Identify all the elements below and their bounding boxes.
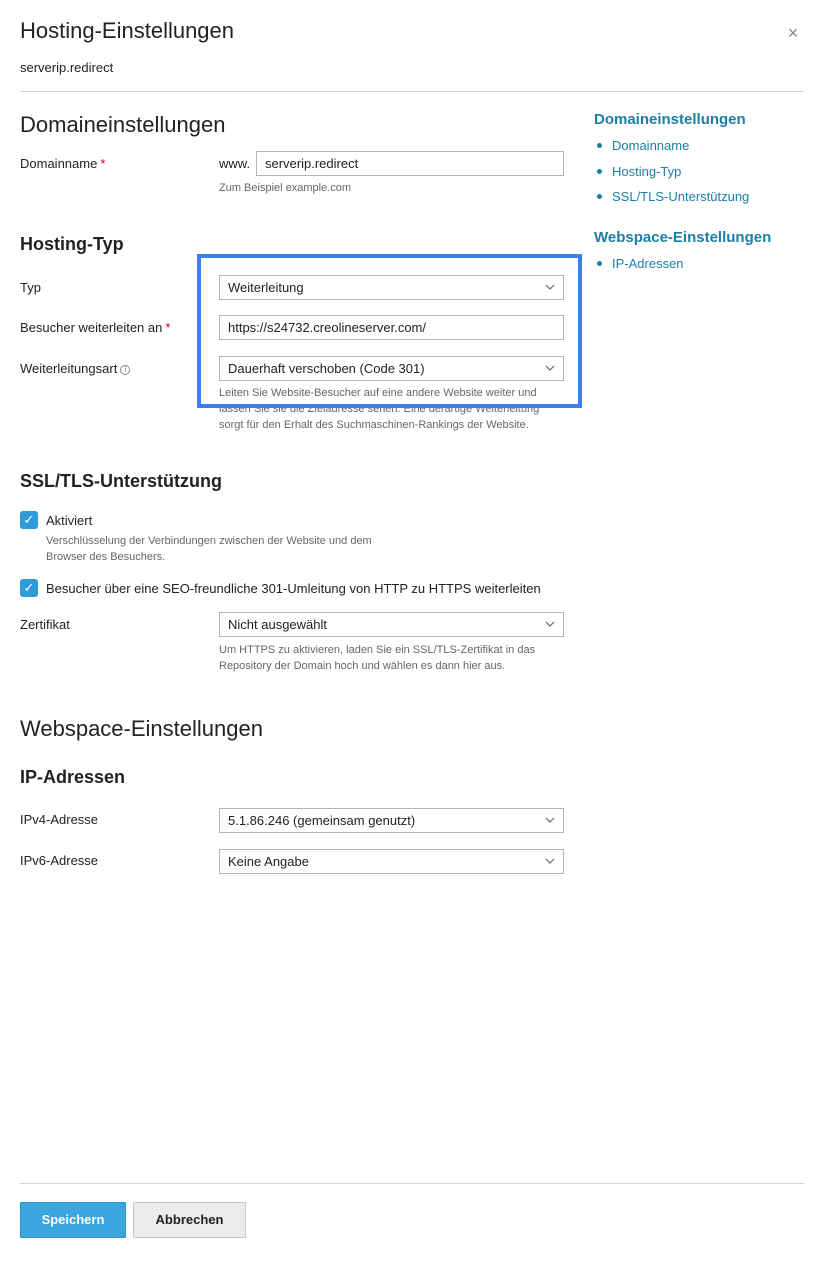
domain-name-label bbox=[20, 156, 105, 171]
sidebar-link-ip-addresses[interactable] bbox=[597, 256, 684, 271]
ip-addresses-heading: IP-Adressen bbox=[20, 767, 126, 787]
redirect-target-label-text: Besucher weiterleiten an bbox=[20, 320, 163, 335]
sidebar-link-ssl[interactable] bbox=[597, 189, 749, 204]
bullet-icon bbox=[597, 194, 602, 199]
sidebar-link-domain-name[interactable] bbox=[597, 138, 689, 153]
ssl-enabled-hint bbox=[46, 533, 372, 565]
save-button[interactable]: Speichern bbox=[20, 1202, 126, 1238]
sidebar-heading-domain[interactable]: Domaineinstellungen bbox=[594, 111, 746, 128]
domain-name-hint: Zum Beispiel example.com bbox=[219, 182, 352, 194]
close-icon[interactable]: × bbox=[787, 23, 799, 43]
hint-line: Repository der Domain hoch und wählen es dann hier aus. bbox=[219, 660, 506, 672]
seo-redirect-checkbox[interactable] bbox=[20, 579, 38, 597]
ipv6-value: Keine Angabe bbox=[228, 854, 309, 869]
chevron-down-icon bbox=[545, 809, 555, 832]
domain-name-label-text: Domainname bbox=[20, 156, 98, 171]
highlight-box bbox=[197, 254, 582, 408]
hint-line: sorgt für den Erhalt des Suchmaschinen-Rankings der Website. bbox=[219, 419, 529, 431]
bullet-icon bbox=[597, 143, 602, 148]
chevron-down-icon bbox=[545, 850, 555, 873]
ssl-enabled-checkbox[interactable] bbox=[20, 511, 38, 529]
redirect-target-label bbox=[20, 320, 170, 335]
domain-settings-heading: Domaineinstellungen bbox=[20, 112, 226, 137]
hint-line: Leiten Sie Website-Besucher auf eine andere Website weiter und bbox=[219, 387, 537, 399]
domain-name-input[interactable] bbox=[256, 151, 564, 176]
www-prefix: www. bbox=[219, 156, 251, 171]
webspace-settings-heading: Webspace-Einstellungen bbox=[20, 716, 263, 741]
dialog-subtitle: serverip.redirect bbox=[20, 60, 114, 75]
required-mark: * bbox=[165, 320, 171, 335]
redirect-type-label-text: Weiterleitungsart bbox=[20, 361, 118, 376]
hint-line: Browser des Besuchers. bbox=[46, 551, 166, 563]
checkmark-icon: ✓ bbox=[23, 580, 35, 595]
redirect-type-label bbox=[20, 361, 130, 376]
ipv4-select[interactable] bbox=[219, 808, 564, 833]
ssl-enabled-label: Aktiviert bbox=[46, 513, 93, 528]
cancel-button[interactable]: Abbrechen bbox=[133, 1202, 246, 1238]
sidebar-link-hosting-type[interactable] bbox=[597, 164, 681, 179]
domain-name-value: serverip.redirect bbox=[265, 156, 359, 171]
chevron-down-icon bbox=[545, 613, 555, 636]
ipv4-value: 5.1.86.246 (gemeinsam genutzt) bbox=[228, 813, 416, 828]
hint-line: Um HTTPS zu aktivieren, laden Sie ein SSL/TLS-Zertifikat in das bbox=[219, 644, 536, 656]
bullet-icon bbox=[597, 261, 602, 266]
sidebar-link-label: Domainname bbox=[612, 138, 690, 153]
ssl-heading: SSL/TLS-Unterstützung bbox=[20, 471, 222, 491]
certificate-value: Nicht ausgewählt bbox=[228, 617, 327, 632]
certificate-label: Zertifikat bbox=[20, 617, 70, 632]
sidebar-link-label: IP-Adressen bbox=[612, 256, 684, 271]
info-icon[interactable]: i bbox=[120, 365, 130, 375]
sidebar-heading-webspace[interactable]: Webspace-Einstellungen bbox=[594, 229, 772, 246]
certificate-hint bbox=[219, 642, 535, 674]
checkmark-icon: ✓ bbox=[23, 512, 35, 527]
hint-line: Verschlüsselung der Verbindungen zwischen der Website und dem bbox=[46, 535, 372, 547]
redirect-type-value: Dauerhaft verschoben (Code 301) bbox=[228, 361, 425, 376]
ipv4-label: IPv4-Adresse bbox=[20, 812, 99, 827]
sidebar-link-label: Hosting-Typ bbox=[612, 164, 682, 179]
bullet-icon bbox=[597, 169, 602, 174]
required-mark: * bbox=[100, 156, 106, 171]
sidebar-link-label: SSL/TLS-Unterstützung bbox=[612, 189, 750, 204]
redirect-target-value: https://s24732.creolineserver.com/ bbox=[228, 320, 426, 335]
header-divider bbox=[20, 91, 804, 92]
hint-line: lassen Sie sie die Zieladresse sehen. Eine derartige Weiterleitung bbox=[219, 403, 540, 415]
type-select-value: Weiterleitung bbox=[228, 280, 304, 295]
type-label: Typ bbox=[20, 280, 41, 295]
ipv6-label: IPv6-Adresse bbox=[20, 853, 99, 868]
hosting-type-heading: Hosting-Typ bbox=[20, 234, 124, 254]
dialog-title: Hosting-Einstellungen bbox=[20, 18, 235, 43]
seo-redirect-label: Besucher über eine SEO-freundliche 301-Umleitung von HTTP zu HTTPS weiterleiten bbox=[46, 581, 541, 596]
ipv6-select[interactable] bbox=[219, 849, 564, 874]
certificate-select[interactable] bbox=[219, 612, 564, 637]
footer-divider bbox=[20, 1183, 804, 1184]
